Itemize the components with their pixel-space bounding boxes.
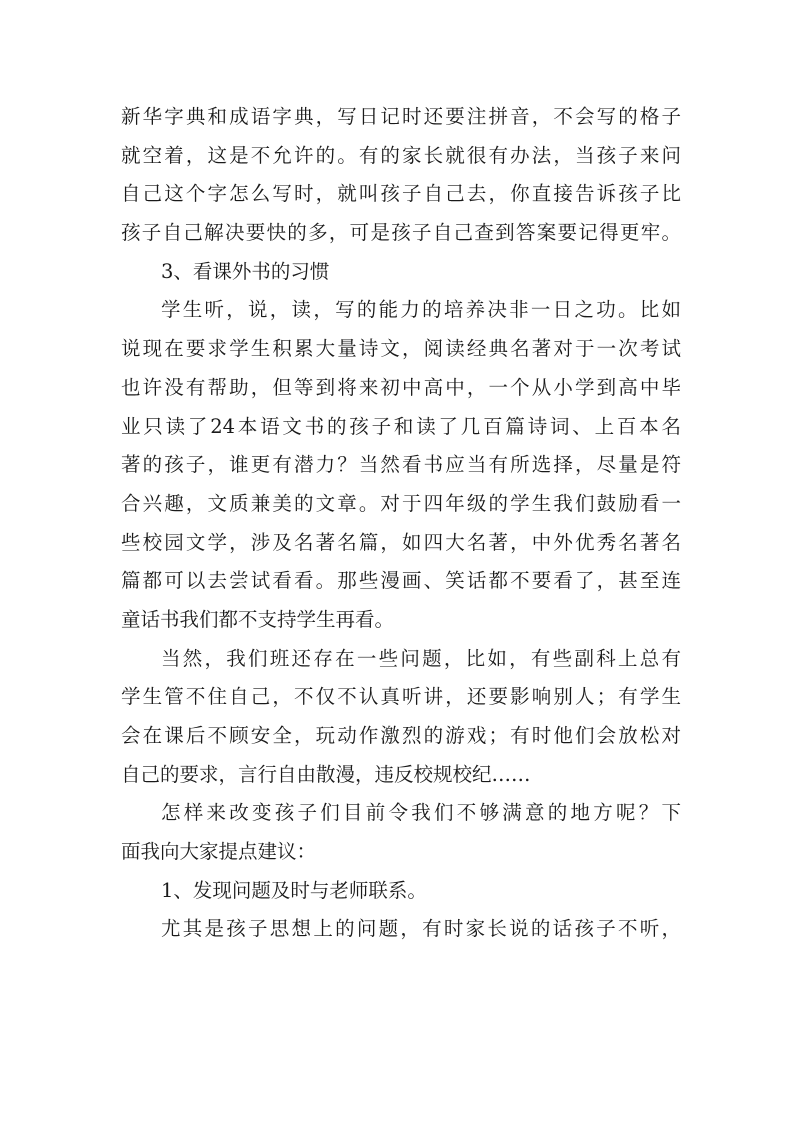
- paragraph-line: 说现在要求学生积累大量诗文，阅读经典名著对于一次考试: [121, 337, 681, 361]
- document-body: [121, 98, 681, 949]
- paragraph-line: 童话书我们都不支持学生再看。: [121, 607, 395, 631]
- paragraph-line: 面我向大家提点建议：: [121, 840, 317, 864]
- paragraph-line: 自己这个字怎么写时，就叫孩子自己去，你直接告诉孩子比: [121, 182, 681, 206]
- paragraph-line: 篇都可以去尝试看看。那些漫画、笑话都不要看了，甚至连: [121, 569, 681, 593]
- paragraph-line: 自己的要求，言行自由散漫，违反校规校纪……: [121, 762, 531, 786]
- paragraph-line: 合兴趣，文质兼美的文章。对于四年级的学生我们鼓励看一: [121, 491, 681, 515]
- paragraph-line: 著的孩子，谁更有潜力？当然看书应当有所选择，尽量是符: [121, 453, 681, 477]
- paragraph-line: 当然，我们班还存在一些问题，比如，有些副科上总有: [161, 646, 681, 670]
- paragraph-line: 些校园文学，涉及名著名篇，如四大名著，中外优秀名著名: [121, 530, 681, 554]
- section-heading: 1、发现问题及时与老师联系。: [161, 878, 427, 902]
- section-heading: 3、看课外书的习惯: [161, 259, 330, 283]
- paragraph-line: 学生管不住自己，不仅不认真听讲，还要影响别人；有学生: [121, 685, 681, 709]
- paragraph-line: 学生听，说，读，写的能力的培养决非一日之功。比如: [161, 298, 681, 322]
- paragraph-line: 孩子自己解决要快的多，可是孩子自己查到答案要记得更牢。: [121, 221, 681, 245]
- paragraph-line: 怎样来改变孩子们目前令我们不够满意的地方呢？下: [161, 801, 681, 825]
- paragraph-line: 也许没有帮助，但等到将来初中高中，一个从小学到高中毕: [121, 375, 681, 399]
- paragraph-line: 尤其是孩子思想上的问题，有时家长说的话孩子不听，: [161, 917, 681, 941]
- paragraph-line: 新华字典和成语字典，写日记时还要注拼音，不会写的格子: [121, 105, 681, 128]
- paragraph-line: 业只读了24本语文书的孩子和读了几百篇诗词、上百本名: [121, 414, 681, 438]
- paragraph-line: 会在课后不顾安全，玩动作激烈的游戏；有时他们会放松对: [121, 724, 681, 747]
- paragraph-line: 就空着，这是不允许的。有的家长就很有办法，当孩子来问: [121, 143, 681, 167]
